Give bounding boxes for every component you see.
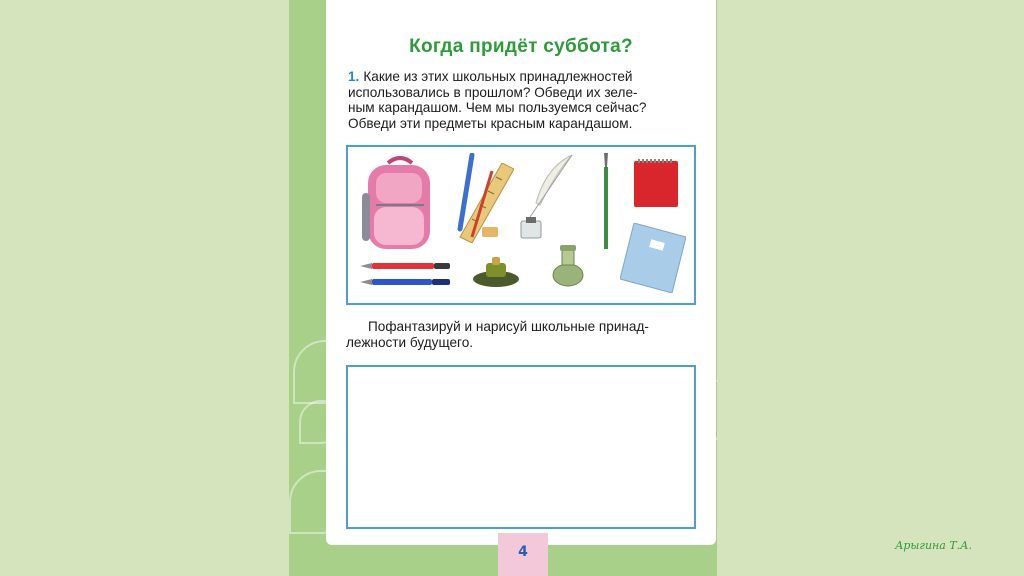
textbook-page xyxy=(326,0,716,545)
task-1-text xyxy=(348,69,700,131)
task-2-text xyxy=(346,319,700,350)
task-2-line: лежности будущего. xyxy=(346,334,474,350)
pen-nib-icon[interactable] xyxy=(602,153,610,251)
backpack-icon[interactable] xyxy=(362,153,438,253)
glass-inkwell-icon[interactable] xyxy=(552,243,584,287)
task-2-line: Пофантазируй и нарисуй школьные принад- xyxy=(368,319,649,334)
page-number: 4 xyxy=(498,533,548,576)
eraser-icon[interactable] xyxy=(482,227,498,237)
quill-icon[interactable] xyxy=(526,153,576,219)
page-title: Когда придёт суббота? xyxy=(409,36,633,57)
blue-pen-icon[interactable] xyxy=(360,277,450,287)
task-number: 1. xyxy=(348,69,360,84)
task-1-line-text: Какие из этих школьных принадлежностей xyxy=(363,69,633,84)
notebook-icon[interactable] xyxy=(620,223,686,293)
task-1-line: ным карандашом. Чем мы пользуемся сейчас? xyxy=(348,100,647,115)
drawing-area[interactable] xyxy=(346,365,696,529)
task-1-line: использовались в прошлом? Обведи их зеле- xyxy=(348,84,638,100)
red-pen-icon[interactable] xyxy=(360,261,450,271)
notepad-icon[interactable] xyxy=(634,157,678,207)
task-1-line: Обведи эти предметы красным карандашом. xyxy=(348,115,633,131)
school-supplies-picture-frame xyxy=(346,145,696,305)
task-1-line xyxy=(348,69,700,85)
ink-stand-icon[interactable] xyxy=(472,255,520,287)
author-signature: Арыгина Т.А. xyxy=(895,539,972,552)
inkwell-icon[interactable] xyxy=(520,217,542,239)
